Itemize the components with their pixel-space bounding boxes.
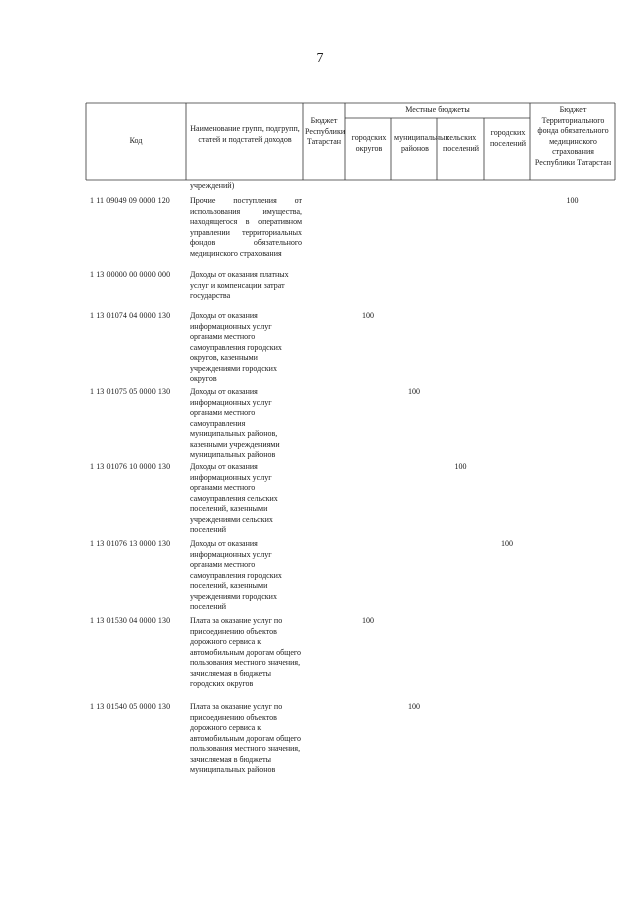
page-number: 7 <box>316 51 324 66</box>
row-name: Доходы от оказания информационных услуг органами местного самоуправления сельских поселений, казенными учреждениями сельских поселений <box>190 462 278 534</box>
row-name: Доходы от оказания платных услуг и компенсации затрат государства <box>190 270 289 300</box>
row-value: 100 <box>408 702 420 711</box>
header-urban-districts: городских округов <box>351 133 387 153</box>
row-code: 1 13 01530 04 0000 130 <box>90 616 171 625</box>
header-code: Код <box>129 136 143 145</box>
row-code: 1 13 01076 10 0000 130 <box>90 462 171 471</box>
row-code: 1 11 09049 09 0000 120 <box>90 196 170 205</box>
header-name: Наименование групп, подгрупп, статей и подстатей доходов <box>190 124 300 144</box>
row-value: 100 <box>362 311 374 320</box>
header-republic-budget: Бюджет Республики Татарстан <box>305 116 346 146</box>
row-name: Доходы от оказания информационных услуг органами местного самоуправления муниципальных районов, казенными учреждениями муниципальных районов <box>190 387 280 459</box>
row-name: Плата за оказание услуг по присоединению объектов дорожного сервиса к автомобильным дорогам общего пользования местного значения, зачисляемая в бюджеты городских округов <box>190 616 301 688</box>
header-territorial-fund: Бюджет Территориального фонда обязательного медицинского страхования Республики Татарстан <box>534 105 612 167</box>
row-value: 100 <box>408 387 420 396</box>
row-code: 1 13 01075 05 0000 130 <box>90 387 171 396</box>
header-urban-settlements: городских поселений <box>489 128 527 148</box>
row-value: 100 <box>566 196 579 205</box>
carryover-text: учреждений) <box>190 181 235 190</box>
row-value: 100 <box>501 539 513 548</box>
row-code: 1 13 01540 05 0000 130 <box>90 702 171 711</box>
row-name: Плата за оказание услуг по присоединению объектов дорожного сервиса к автомобильным дорогам общего пользования местного значения, зачисляемая в бюджеты муниципальных районов <box>190 702 301 774</box>
header-municipal-districts: муниципальных районов <box>394 133 450 153</box>
row-code: 1 13 01076 13 0000 130 <box>90 539 171 548</box>
row-code: 1 13 00000 00 0000 000 <box>90 270 171 279</box>
row-name: Доходы от оказания информационных услуг органами местного самоуправления городских поселений, казенными учреждениями городских поселений <box>190 539 282 611</box>
row-value: 100 <box>454 462 467 471</box>
header-local-budgets: Местные бюджеты <box>405 105 470 114</box>
row-name: Доходы от оказания информационных услуг органами местного самоуправления городских округов, казенными учреждениями городских округов <box>190 311 282 383</box>
row-code: 1 13 01074 04 0000 130 <box>90 311 171 320</box>
header-rural-settlements: сельских поселений <box>442 133 480 153</box>
row-name: Прочие поступления от использования имущества, находящегося в оперативном управлении территориальных фондов обязательного медицинского страхования <box>190 196 302 258</box>
row-value: 100 <box>362 616 374 625</box>
